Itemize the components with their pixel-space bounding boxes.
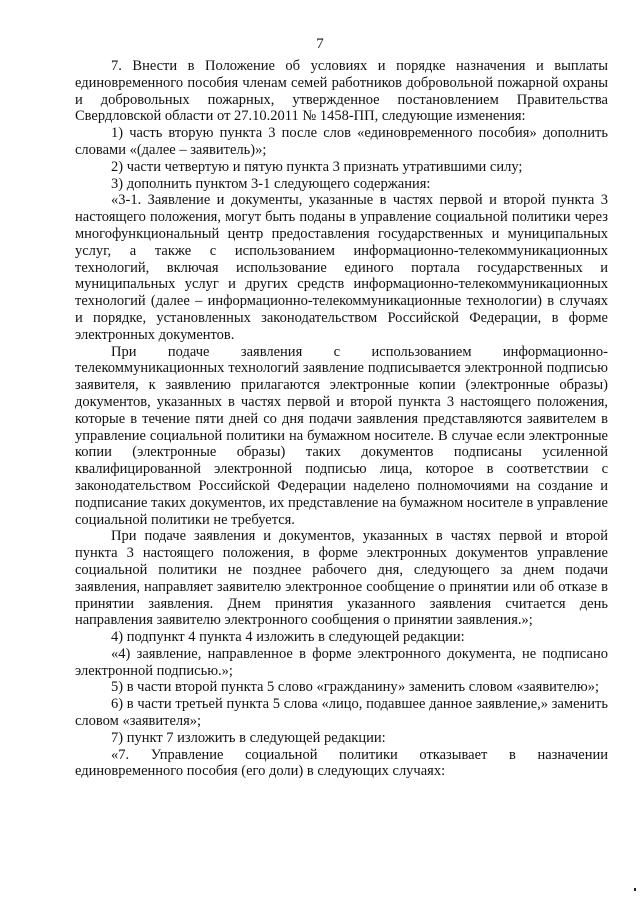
paragraph-change-4: 4) подпункт 4 пункта 4 изложить в следующей редакции: xyxy=(111,629,465,646)
document-body xyxy=(75,58,608,780)
paragraph-item-7-intro: 7. Внести в Положение об условиях и порядке назначения и выплаты единовременного пособия членам семей работников добровольной пожарной охраны и добровольных пожарных, утвержденное постановлением Правительства Свердловской области от 27.10.2011 № 1458-ПП, следующие изменения: xyxy=(75,58,608,125)
scan-edge-mark xyxy=(634,888,636,891)
paragraph-clause-7: «7. Управление социальной политики отказывает в назначении единовременного пособия (его доли) в следующих случаях: xyxy=(75,746,608,780)
paragraph-electronic-submission: При подаче заявления с использованием информационно-телекоммуникационных технологий заявление подписывается электронной подписью заявителя, к заявлению прилагаются электронные копии (электронные образы) документов, указанных в частях первой и второй пункта 3 настоящего положения, которые в течение пяти дней со дня подачи заявления представляются заявителем в управление социальной политики на бумажном носителе. В случае если электронные копии (электронные образы) таких документов подписаны усиленной квалифицированной электронной подписью лица, которое в соответствии с законодательством Российской Федерации наделено полномочиями на создание и подписание таких документов, их представление на бумажном носителе в управление социальной политики не требуется. xyxy=(75,343,608,528)
paragraph-change-5: 5) в части второй пункта 5 слово «гражданину» заменить словом «заявителю»; xyxy=(111,679,600,696)
paragraph-change-3: 3) дополнить пунктом 3-1 следующего содержания: xyxy=(111,175,431,192)
paragraph-change-7: 7) пункт 7 изложить в следующей редакции: xyxy=(111,729,386,746)
paragraph-change-6: 6) в части третьей пункта 5 слова «лицо, подавшее данное заявление,» заменить словом «заявителя»; xyxy=(75,696,608,730)
paragraph-electronic-notification: При подаче заявления и документов, указанных в частях первой и второй пункта 3 настоящего положения, в форме электронных документов управление социальной политики не позднее рабочего дня, следующего за днем подачи заявления, направляет заявителю электронное сообщение о принятии или об отказе в принятии заявления. Днем принятия указанного заявления считается день направления заявителю электронного сообщения о принятии заявления.»; xyxy=(75,528,608,629)
paragraph-change-2: 2) части четвертую и пятую пункта 3 признать утратившими силу; xyxy=(111,158,523,175)
paragraph-clause-3-1: «3-1. Заявление и документы, указанные в частях первой и второй пункта 3 настоящего положения, могут быть поданы в управление социальной политики через многофункциональный центр предоставления государственных и муниципальных услуг, а также с использованием информационно-телекоммуникационных технологий, включая использование единого портала государственных и муниципальных услуг и других средств информационно-телекоммуникационных технологий (далее – информационно-телекоммуникационные технологии) в случаях и порядке, установленных законодательством Российской Федерации, в форме электронных документов. xyxy=(75,192,608,343)
paragraph-subclause-4: «4) заявление, направленное в форме электронного документа, не подписано электронной подписью.»; xyxy=(75,645,608,679)
paragraph-change-1: 1) часть вторую пункта 3 после слов «единовременного пособия» дополнить словами «(далее – заявитель)»; xyxy=(75,125,608,158)
page-number: 7 xyxy=(316,36,324,52)
